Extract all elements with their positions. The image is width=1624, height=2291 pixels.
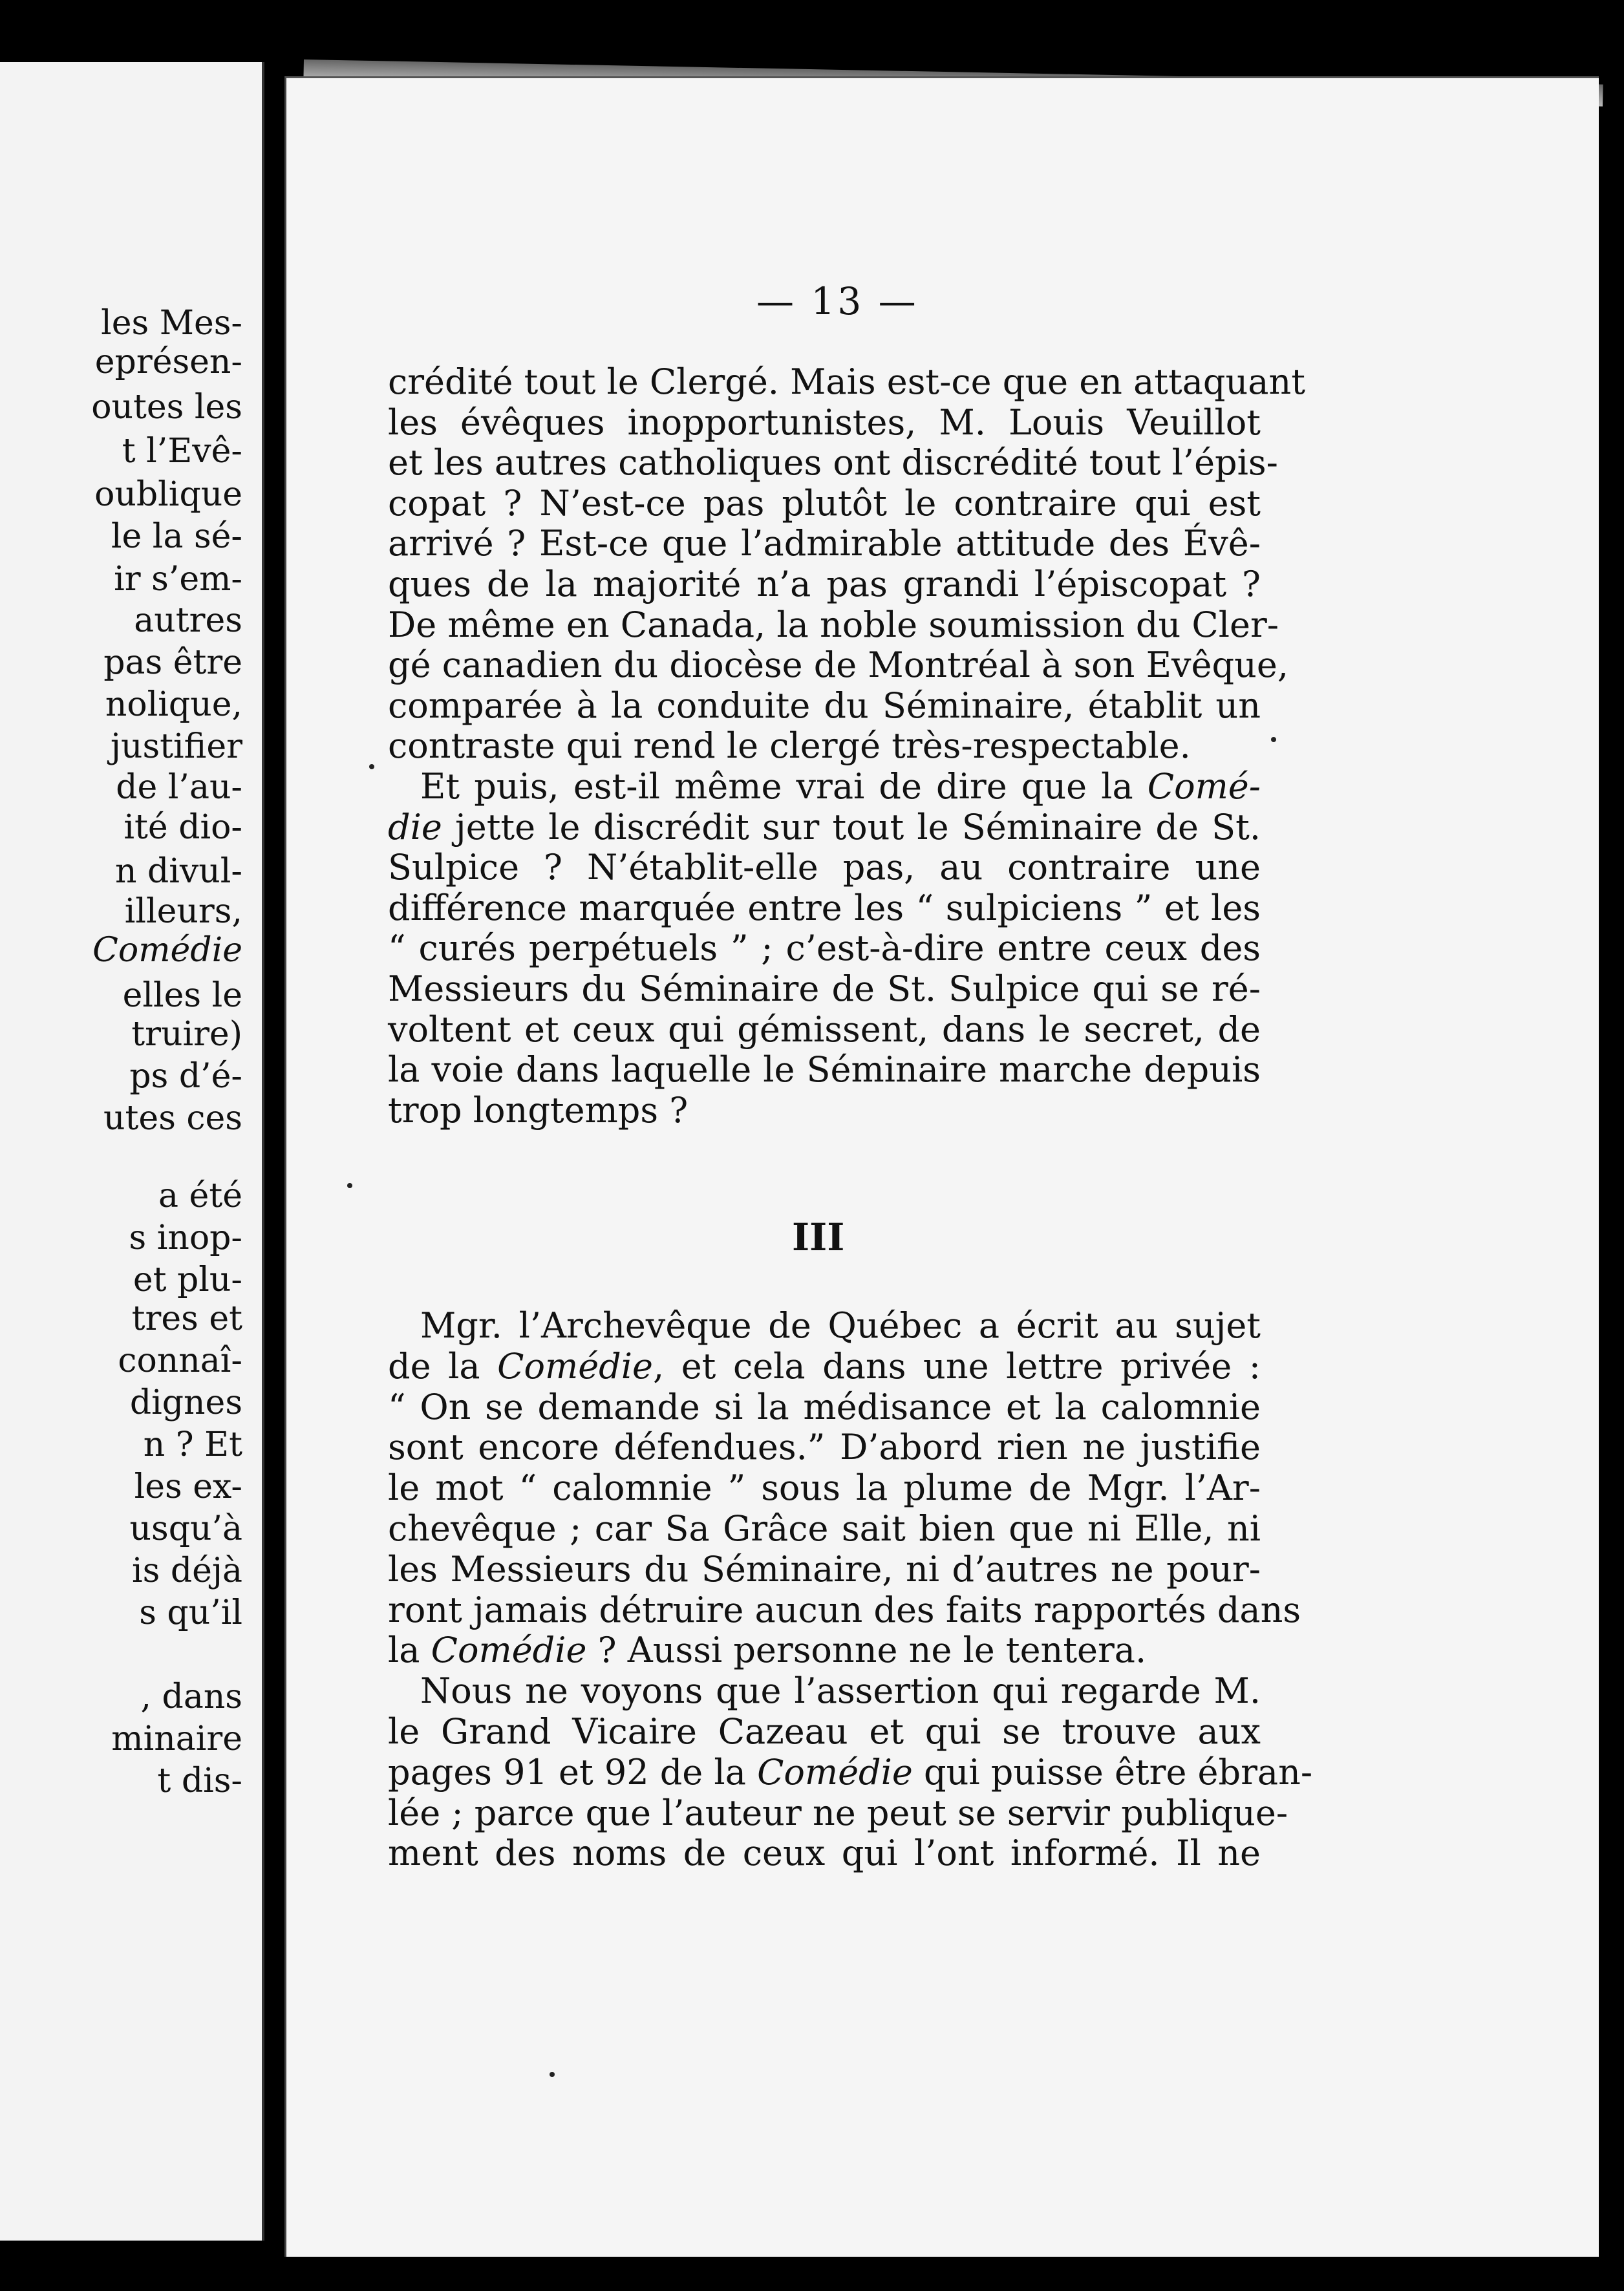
left-page-fragment: [0, 62, 264, 2241]
paragraph-line: contraste qui rend le clergé très-respectable.: [388, 725, 1191, 767]
section-line: lée ; parce que l’auteur ne peut se servir publique-: [388, 1792, 1288, 1833]
left-page-line: , dans: [140, 1678, 242, 1716]
left-page-line: n ? Et: [143, 1425, 242, 1464]
paragraph-line: Et puis, est-il même vrai de dire que la Comé-: [420, 766, 1261, 807]
left-page-line: utes ces: [103, 1099, 242, 1138]
left-page-line: ité dio-: [123, 808, 242, 847]
section-heading: III: [792, 1215, 845, 1259]
left-page-line: dignes: [129, 1383, 242, 1422]
left-page-line: ir s’em-: [114, 560, 242, 599]
print-speck: [1271, 737, 1276, 742]
paragraph-line: Sulpice ? N’établit-elle pas, au contraire une: [388, 847, 1261, 888]
left-page-line: minaire: [111, 1720, 242, 1758]
paragraph-line: De même en Canada, la noble soumission du Cler-: [388, 604, 1279, 645]
left-page-line: is déjà: [131, 1551, 242, 1590]
section-line: les Messieurs du Séminaire, ni d’autres ne pour-: [388, 1548, 1261, 1590]
print-speck: [369, 764, 374, 769]
paragraph-line: différence marquée entre les “ sulpiciens ” et les: [388, 887, 1261, 928]
left-page-line: les ex-: [134, 1467, 242, 1506]
section-line: Nous ne voyons que l’assertion qui regarde M.: [420, 1670, 1261, 1712]
left-page-line: a été: [158, 1177, 242, 1215]
paragraph-line: voltent et ceux qui gémissent, dans le secret, de: [388, 1008, 1261, 1050]
left-page-line: et plu-: [133, 1261, 242, 1299]
left-page-line: outes les: [91, 388, 242, 427]
section-line: la Comédie ? Aussi personne ne le tentera.: [388, 1630, 1147, 1671]
paragraph-line: arrivé ? Est-ce que l’admirable attitude des Évê-: [388, 523, 1261, 564]
left-page-line: truire): [131, 1015, 242, 1054]
print-speck: [550, 2072, 555, 2077]
paragraph-line: die jette le discrédit sur tout le Séminaire de St.: [388, 806, 1261, 847]
left-page-line: ps d’é-: [129, 1057, 242, 1096]
section-line: de la Comédie, et cela dans une lettre privée :: [388, 1345, 1261, 1387]
left-page-line: illeurs,: [124, 892, 242, 931]
paragraph-line: ques de la majorité n’a pas grandi l’épiscopat ?: [388, 564, 1261, 604]
left-page-line: connaî-: [118, 1341, 242, 1380]
section-line: pages 91 et 92 de la Comédie qui puisse être ébran-: [388, 1751, 1313, 1793]
section-line: sont encore défendues.” D’abord rien ne justifie: [388, 1427, 1261, 1468]
left-page-line: de l’au-: [116, 768, 242, 807]
left-page-line: eprésen-: [94, 343, 242, 381]
left-page-line: autres: [134, 601, 242, 640]
left-page-line: s inop-: [129, 1219, 242, 1257]
paragraph-line: copat ? N’est-ce pas plutôt le contraire qui est: [388, 482, 1261, 524]
paragraph-line: “ curés perpétuels ” ; c’est-à-dire entre ceux des: [388, 928, 1261, 969]
section-line: chevêque ; car Sa Grâce sait bien que ni Elle, ni: [388, 1508, 1261, 1549]
left-page-line: justifier: [110, 727, 242, 766]
paragraph-line: crédité tout le Clergé. Mais est-ce que en attaquant: [388, 361, 1305, 402]
left-page-line: nolique,: [105, 685, 242, 724]
left-page-line: usqu’à: [129, 1509, 242, 1548]
paragraph-line: les évêques inopportunistes, M. Louis Veuillot: [388, 401, 1261, 443]
section-line: Mgr. l’Archevêque de Québec a écrit au sujet: [420, 1305, 1261, 1346]
left-page-line: t l’Evê-: [122, 432, 242, 471]
left-page-line: elles le: [122, 976, 242, 1015]
section-line: le mot “ calomnie ” sous la plume de Mgr. l’Ar-: [388, 1467, 1261, 1509]
paragraph-line: gé canadien du diocèse de Montréal à son Evêque,: [388, 645, 1288, 686]
left-page-line: Comédie: [92, 931, 242, 970]
paragraph-line: comparée à la conduite du Séminaire, établit un: [388, 685, 1261, 726]
paragraph-line: et les autres catholiques ont discrédité tout l’épis-: [388, 442, 1278, 484]
left-page-line: oublique: [94, 475, 242, 514]
paragraph-line: Messieurs du Séminaire de St. Sulpice qui se ré-: [388, 968, 1261, 1009]
section-line: le Grand Vicaire Cazeau et qui se trouve aux: [388, 1711, 1261, 1752]
left-page-line: tres et: [131, 1299, 242, 1338]
left-page-line: t dis-: [157, 1762, 242, 1800]
left-page-line: pas être: [103, 643, 242, 682]
left-page-line: le la sé-: [111, 517, 242, 556]
section-line: ment des noms de ceux qui l’ont informé. Il ne: [388, 1833, 1261, 1874]
paragraph-line: trop longtemps ?: [388, 1089, 689, 1131]
paragraph-line: la voie dans laquelle le Séminaire marche depuis: [388, 1049, 1261, 1091]
left-page-line: les Mes-: [101, 304, 242, 343]
left-page-line: n divul-: [114, 852, 242, 891]
section-line: ront jamais détruire aucun des faits rapportés dans: [388, 1589, 1301, 1630]
section-line: “ On se demande si la médisance et la calomnie: [388, 1386, 1261, 1427]
page-number: — 13 —: [756, 279, 919, 323]
print-speck: [347, 1183, 352, 1188]
left-page-line: s qu’il: [139, 1593, 242, 1632]
